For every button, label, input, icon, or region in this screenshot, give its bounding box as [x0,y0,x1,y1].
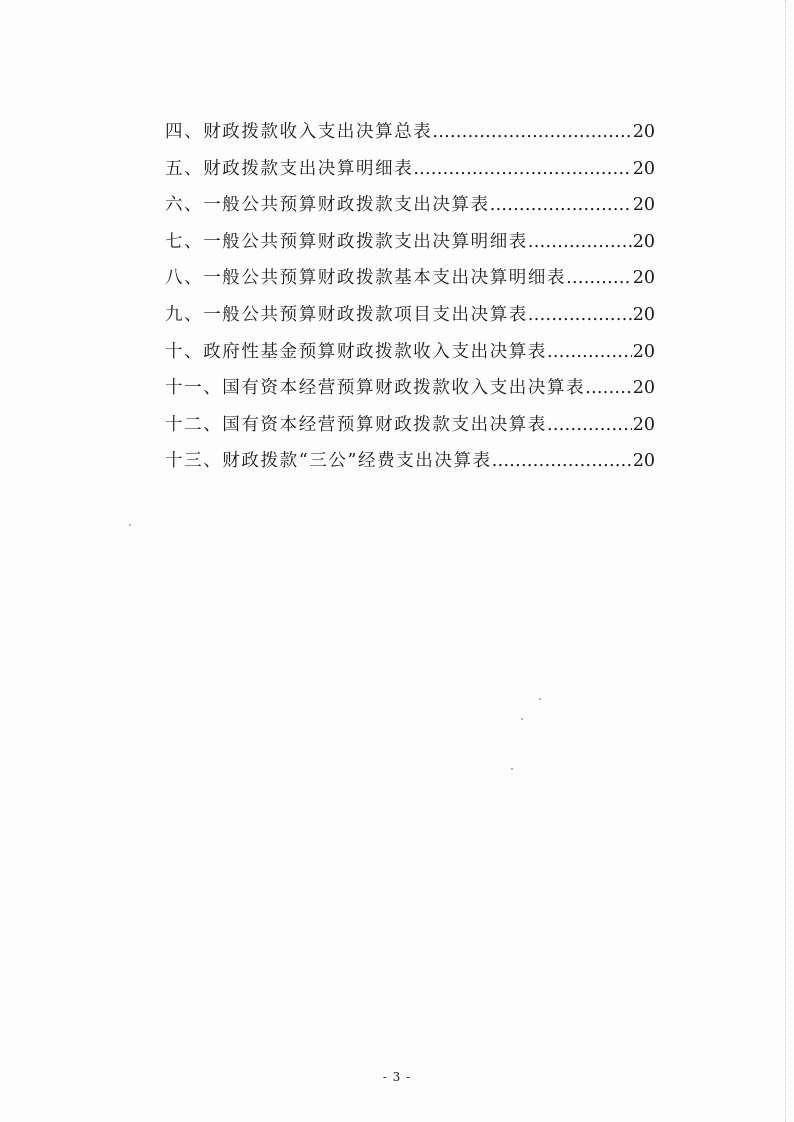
toc-entry-title: 九、一般公共预算财政拨款项目支出决算表 [165,304,528,325]
toc-entry[interactable] [165,228,655,265]
toc-entry-page: 20 [632,414,655,435]
toc-entry[interactable] [165,338,655,375]
toc-entry-page: 20 [632,158,655,179]
toc-entry-title: 六、一般公共预算财政拨款支出决算表 [165,195,490,216]
toc-entry-page: 20 [632,451,655,472]
toc-entry-page: 20 [632,268,655,289]
scan-speck [521,718,523,720]
toc-entry-page: 20 [632,304,655,325]
page-number: - 3 - [382,1070,412,1084]
toc-dot-leader [585,378,632,398]
toc-entry[interactable] [165,411,655,448]
toc-dot-leader [547,342,632,362]
table-of-contents [165,118,655,484]
toc-dot-leader [566,268,632,288]
toc-entry-title: 七、一般公共预算财政拨款支出决算明细表 [165,231,528,252]
scan-edge-line [784,0,786,1122]
toc-entry[interactable] [165,118,655,155]
toc-entry-page: 20 [632,341,655,362]
toc-entry-title: 四、财政拨款收入支出决算总表 [165,122,433,142]
toc-dot-leader [492,451,632,471]
scan-speck [539,698,541,700]
toc-dot-leader [547,415,632,435]
toc-entry[interactable] [165,264,655,301]
toc-entry-page: 20 [632,231,655,252]
toc-entry-page: 20 [632,122,655,142]
toc-entry-title: 十三、财政拨款“三公”经费支出决算表 [165,451,492,472]
toc-entry-title: 八、一般公共预算财政拨款基本支出决算明细表 [165,268,567,289]
scan-speck [511,768,513,770]
toc-entry[interactable] [165,155,655,192]
toc-dot-leader [413,159,631,179]
toc-entry[interactable] [165,301,655,338]
toc-entry-title: 五、财政拨款支出决算明细表 [165,158,414,179]
toc-entry[interactable] [165,191,655,228]
toc-entry-title: 十一、国有资本经营预算财政拨款收入支出决算表 [165,378,586,399]
toc-entry-page: 20 [632,378,655,399]
toc-dot-leader [528,232,632,252]
toc-entry[interactable] [165,374,655,411]
toc-entry-title: 十、政府性基金预算财政拨款收入支出决算表 [165,341,547,362]
toc-entry[interactable] [165,447,655,484]
toc-dot-leader [432,122,631,142]
toc-entry-title: 十二、国有资本经营预算财政拨款支出决算表 [165,414,547,435]
toc-dot-leader [528,305,632,325]
toc-dot-leader [490,195,632,215]
scan-speck [129,524,131,526]
toc-entry-page: 20 [632,195,655,216]
